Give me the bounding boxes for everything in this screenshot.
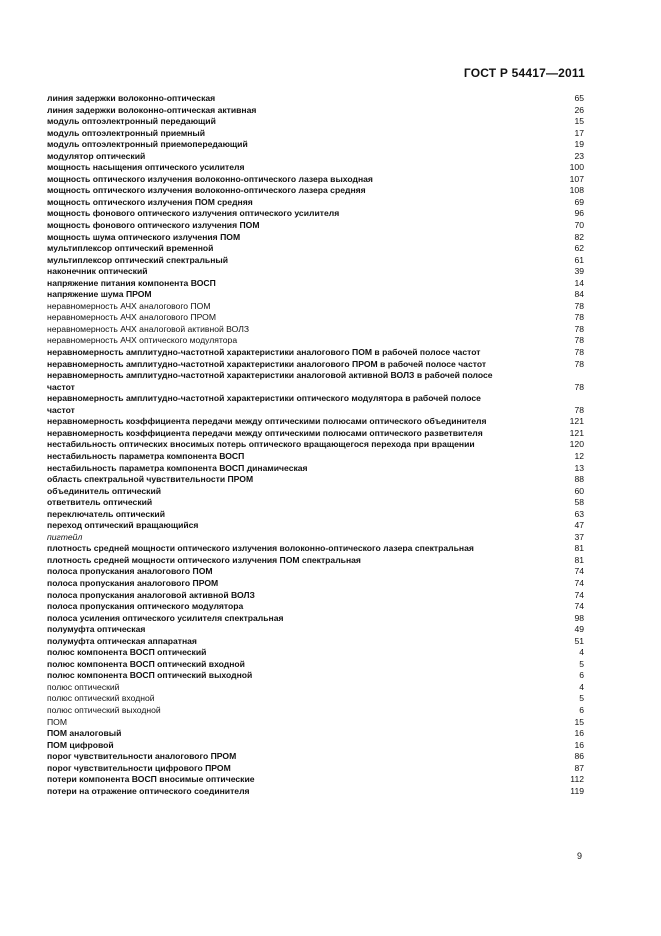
- index-page-ref: 4: [579, 647, 584, 658]
- index-term: неравномерность АЧХ аналоговой активной ВОЛЗ: [47, 323, 250, 334]
- index-entry: [47, 659, 584, 671]
- index-term: полюс оптический: [47, 681, 120, 692]
- index-page-ref: 15: [574, 716, 584, 727]
- index-term: наконечник оптический: [47, 266, 148, 277]
- index-page-ref: 16: [574, 739, 584, 750]
- index-entry: [47, 774, 584, 786]
- index-entry: [47, 520, 584, 532]
- index-page-ref: 13: [574, 462, 584, 473]
- index-page-ref: 78: [574, 347, 584, 358]
- index-entry: [47, 266, 584, 278]
- index-page-ref: 87: [574, 762, 584, 773]
- index-term: плотность средней мощности оптического излучения ПОМ спектральная: [47, 554, 361, 565]
- index-entry: [47, 590, 584, 602]
- index-term: потери на отражение оптического соединителя: [47, 785, 250, 796]
- index-page-ref: 121: [569, 427, 584, 438]
- index-term: модуль оптоэлектронный приемопередающий: [47, 139, 248, 150]
- index-entry: [47, 613, 584, 625]
- index-page-ref: 69: [574, 196, 584, 207]
- index-page-ref: 61: [574, 254, 584, 265]
- index-term: неравномерность амплитудно-частотной характеристики аналогового ПРОМ в рабочей полосе частот: [47, 358, 487, 369]
- index-page-ref: 19: [574, 139, 584, 150]
- index-page-ref: 100: [569, 162, 584, 173]
- index-page-ref: 5: [579, 693, 584, 704]
- index-page-ref: 74: [574, 577, 584, 588]
- index-term: полумуфта оптическая аппаратная: [47, 635, 197, 646]
- index-page-ref: 107: [569, 173, 584, 184]
- index-term: полоса пропускания оптического модулятора: [47, 601, 244, 612]
- index-entry: [47, 728, 584, 740]
- index-page-ref: 78: [574, 323, 584, 334]
- index-term: объединитель оптический: [47, 485, 162, 496]
- index-term: мультиплексор оптический временной: [47, 243, 214, 254]
- index-term: ответвитель оптический: [47, 497, 153, 508]
- index-term: область спектральной чувствительности ПРОМ: [47, 474, 254, 485]
- index-entry: [47, 359, 584, 371]
- index-entry: [47, 751, 584, 763]
- index-term: мощность оптического излучения волоконно-оптического лазера выходная: [47, 173, 373, 184]
- index-page-ref: 63: [574, 508, 584, 519]
- index-page-ref: 119: [570, 785, 584, 796]
- index-page-ref: 5: [579, 658, 584, 669]
- index-entry: [47, 151, 584, 163]
- index-term: потери компонента ВОСП вносимые оптические: [47, 774, 255, 785]
- index-page-ref: 60: [574, 485, 584, 496]
- index-term: полоса пропускания аналогового ПРОМ: [47, 577, 219, 588]
- index-entry: [47, 717, 584, 729]
- index-entry: [47, 128, 584, 140]
- index-page-ref: 78: [574, 381, 584, 392]
- index-page-ref: 78: [574, 335, 584, 346]
- index-entry: [47, 705, 584, 717]
- index-entry: [47, 347, 584, 359]
- index-term: линия задержки волоконно-оптическая: [47, 93, 216, 103]
- index-page-ref: 6: [579, 670, 584, 681]
- index-page-ref: 51: [574, 635, 584, 646]
- index-term: неравномерность коэффициента передачи между оптическими полюсами оптического объединителя: [47, 416, 487, 427]
- index-page-ref: 12: [574, 450, 584, 461]
- index-term: полюс оптический выходной: [47, 704, 161, 715]
- index-entry: [47, 416, 584, 428]
- index-entry: [47, 670, 584, 682]
- index-term: ПОМ цифровой: [47, 739, 114, 750]
- index-term: полумуфта оптическая: [47, 624, 146, 635]
- index-page-ref: 6: [579, 704, 584, 715]
- index-entry: [47, 197, 584, 209]
- index-entry: [47, 693, 584, 705]
- index-entry: [47, 393, 584, 405]
- index-entry: [47, 312, 584, 324]
- index-term: полюс компонента ВОСП оптический выходной: [47, 670, 253, 681]
- index-entry: [47, 682, 584, 694]
- index-entries-list: [47, 93, 584, 797]
- index-page-ref: 47: [574, 520, 584, 531]
- index-page-ref: 88: [574, 474, 584, 485]
- index-entry: [47, 139, 584, 151]
- index-term: пигтейл: [47, 531, 83, 542]
- index-entry: [47, 532, 584, 544]
- index-page-ref: 96: [574, 208, 584, 219]
- index-entry: [47, 289, 584, 301]
- index-entry: [47, 555, 584, 567]
- index-term: порог чувствительности цифрового ПРОМ: [47, 762, 231, 773]
- index-term: линия задержки волоконно-оптическая активная: [47, 104, 257, 115]
- index-page-ref: 74: [574, 566, 584, 577]
- index-term: полюс компонента ВОСП оптический: [47, 647, 207, 658]
- index-term: плотность средней мощности оптического излучения волоконно-оптического лазера спектральная: [47, 543, 474, 554]
- index-term: мощность фонового оптического излучения оптического усилителя: [47, 208, 340, 219]
- index-page-ref: 15: [574, 116, 584, 127]
- index-term: мощность оптического излучения волоконно-оптического лазера средняя: [47, 185, 366, 196]
- index-entry: [47, 185, 584, 197]
- index-page-ref: 82: [574, 231, 584, 242]
- index-entry: [47, 543, 584, 555]
- index-page-ref: 86: [574, 751, 584, 762]
- index-entry: [47, 428, 584, 440]
- index-term: частот: [47, 381, 75, 392]
- index-entry: [47, 220, 584, 232]
- index-page-ref: 98: [574, 612, 584, 623]
- index-page-ref: 58: [574, 497, 584, 508]
- index-entry: [47, 578, 584, 590]
- index-page-ref: 74: [574, 589, 584, 600]
- index-page-ref: 74: [574, 601, 584, 612]
- index-term: неравномерность амплитудно-частотной характеристики аналогового ПОМ в рабочей полосе частот: [47, 347, 481, 358]
- document-standard-header: ГОСТ Р 54417—2011: [463, 66, 585, 80]
- index-page-ref: 37: [574, 531, 584, 542]
- index-term: порог чувствительности аналогового ПРОМ: [47, 751, 237, 762]
- index-page-ref: 108: [569, 185, 584, 196]
- index-entry: [47, 463, 584, 475]
- index-term: модуль оптоэлектронный приемный: [47, 127, 206, 138]
- index-entry: [47, 162, 584, 174]
- index-entry: [47, 474, 584, 486]
- index-entry: [47, 105, 584, 117]
- index-entry: [47, 740, 584, 752]
- index-entry: [47, 116, 584, 128]
- index-term: неравномерность АЧХ аналогового ПРОМ: [47, 312, 217, 323]
- index-entry: [47, 93, 584, 105]
- index-entry: [47, 566, 584, 578]
- index-entry: [47, 624, 584, 636]
- index-page-ref: 49: [574, 624, 584, 635]
- index-entry: [47, 232, 584, 244]
- index-entry: [47, 255, 584, 267]
- index-page-ref: 78: [574, 404, 584, 415]
- index-term: ПОМ: [47, 716, 68, 727]
- index-page-ref: 65: [574, 93, 584, 103]
- index-page-ref: 17: [574, 127, 584, 138]
- index-term: модуль оптоэлектронный передающий: [47, 116, 216, 127]
- index-page-ref: 121: [569, 416, 584, 427]
- index-page-ref: 78: [574, 358, 584, 369]
- index-page-ref: 70: [574, 220, 584, 231]
- index-entry: [47, 509, 584, 521]
- index-entry: [47, 370, 584, 382]
- index-page-ref: 112: [570, 774, 584, 785]
- index-page-ref: 39: [574, 266, 584, 277]
- index-entry: [47, 486, 584, 498]
- index-page-ref: 16: [574, 728, 584, 739]
- index-term: частот: [47, 404, 75, 415]
- index-term: напряжение шума ПРОМ: [47, 289, 152, 300]
- index-term: мощность фонового оптического излучения ПОМ: [47, 220, 260, 231]
- index-entry: [47, 405, 584, 417]
- index-term: полюс компонента ВОСП оптический входной: [47, 658, 245, 669]
- index-entry: [47, 278, 584, 290]
- index-term: переход оптический вращающийся: [47, 520, 199, 531]
- index-page-ref: 78: [574, 312, 584, 323]
- index-term: напряжение питания компонента ВОСП: [47, 277, 216, 288]
- index-page-ref: 62: [574, 243, 584, 254]
- index-term: мощность насыщения оптического усилителя: [47, 162, 245, 173]
- index-entry: [47, 786, 584, 798]
- index-entry: [47, 636, 584, 648]
- index-page-ref: 4: [579, 681, 584, 692]
- index-term: нестабильность параметра компонента ВОСП: [47, 450, 245, 461]
- index-page-ref: 14: [574, 277, 584, 288]
- index-term: ПОМ аналоговый: [47, 728, 122, 739]
- index-term: нестабильность параметра компонента ВОСП динамическая: [47, 462, 308, 473]
- index-term: неравномерность коэффициента передачи между оптическими полюсами оптического разветвителя: [47, 427, 483, 438]
- page-number: 9: [576, 851, 582, 861]
- index-entry: [47, 647, 584, 659]
- index-term: неравномерность АЧХ оптического модулятора: [47, 335, 238, 346]
- index-term: модулятор оптический: [47, 150, 146, 161]
- index-term: мощность шума оптического излучения ПОМ: [47, 231, 241, 242]
- index-entry: [47, 763, 584, 775]
- index-page-ref: 120: [569, 439, 584, 450]
- index-page-ref: 26: [574, 104, 584, 115]
- index-term: полоса пропускания аналоговой активной ВОЛЗ: [47, 589, 255, 600]
- index-term: переключатель оптический: [47, 508, 165, 519]
- index-entry: [47, 601, 584, 613]
- index-term: полоса пропускания аналогового ПОМ: [47, 566, 213, 577]
- index-entry: [47, 208, 584, 220]
- index-term: неравномерность АЧХ аналогового ПОМ: [47, 300, 211, 311]
- index-term: полоса усиления оптического усилителя спектральная: [47, 612, 284, 623]
- index-term: неравномерность амплитудно-частотной характеристики оптического модулятора в рабочей полосе: [47, 393, 481, 404]
- index-entry: [47, 451, 584, 463]
- index-entry: [47, 301, 584, 313]
- index-page-ref: 23: [574, 150, 584, 161]
- index-page-ref: 78: [574, 300, 584, 311]
- index-term: мощность оптического излучения ПОМ средняя: [47, 196, 253, 207]
- index-entry: [47, 243, 584, 255]
- index-page-ref: 84: [574, 289, 584, 300]
- index-entry: [47, 324, 584, 336]
- index-term: нестабильность оптических вносимых потерь оптического вращающегося перехода при вращении: [47, 439, 475, 450]
- index-page-ref: 81: [574, 554, 584, 565]
- index-entry: [47, 497, 584, 509]
- index-term: мультиплексор оптический спектральный: [47, 254, 229, 265]
- index-entry: [47, 335, 584, 347]
- index-entry: [47, 439, 584, 451]
- index-term: полюс оптический входной: [47, 693, 155, 704]
- index-page-ref: 81: [574, 543, 584, 554]
- index-entry: [47, 174, 584, 186]
- index-entry: [47, 382, 584, 394]
- index-term: неравномерность амплитудно-частотной характеристики аналоговой активной ВОЛЗ в рабочей полосе: [47, 370, 493, 381]
